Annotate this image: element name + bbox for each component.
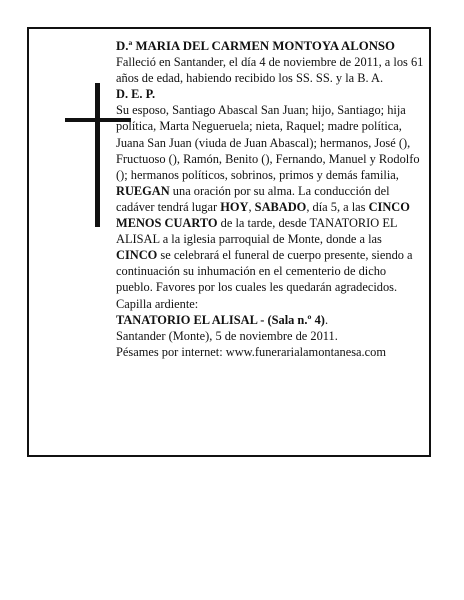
request-text-1: una oración por su alma. La conducción del cadáver tendrá lugar <box>116 183 390 214</box>
rest-in-peace: D. E. P. <box>116 87 156 102</box>
request-separator: , <box>248 199 255 214</box>
departure-time: CINCO MENOS CUARTO <box>116 199 410 231</box>
request-text-4: se celebrará el funeral de cuerpo presente, siendo a continuación su inhumación en el cementerio de dicho pueblo. Favores por los cuales les quedarán agradecidos. Capilla ardiente: <box>116 248 413 311</box>
chapel-line <box>116 312 424 328</box>
place-date: Santander (Monte), 5 de noviembre de 2011. <box>116 328 338 343</box>
condolences-line: Pésames por internet: www.funerarialamontanesa.com <box>116 344 386 359</box>
request-verb: RUEGAN <box>116 183 170 198</box>
family-list: Su esposo, Santiago Abascal San Juan; hijo, Santiago; hija política, Marta Negueruela; nieta, Raquel; madre política, Juana San Juan (viuda de Juan Abascal); hermanos, José (), Fructuoso (), Ramón, Benito (), Fernando, Manuel y Rodolfo (); hermanos políticos, sobrinos, primos y demás familia, <box>116 103 420 182</box>
request-text-3: de la tarde, desde TANATORIO EL ALISAL a la iglesia parroquial de Monte, donde a las <box>116 216 398 247</box>
death-statement: Falleció en Santander, el día 4 de noviembre de 2011, a los 61 años de edad, habiendo recibido los SS. SS. y la B. A. <box>116 55 424 86</box>
deceased-name: D.ª MARIA DEL CARMEN MONTOYA ALONSO <box>116 39 396 53</box>
request-text-2: , día 5, a las <box>306 199 369 214</box>
funeral-time: CINCO <box>116 248 158 263</box>
day-name: SABADO <box>254 199 307 214</box>
cross-vertical-bar <box>95 83 100 227</box>
today-word: HOY <box>220 199 249 214</box>
funeral-request <box>116 183 424 312</box>
chapel-suffix: . <box>324 312 329 327</box>
chapel-location: TANATORIO EL ALISAL - (Sala n.º 4) <box>116 312 325 327</box>
obituary-text <box>116 38 424 360</box>
